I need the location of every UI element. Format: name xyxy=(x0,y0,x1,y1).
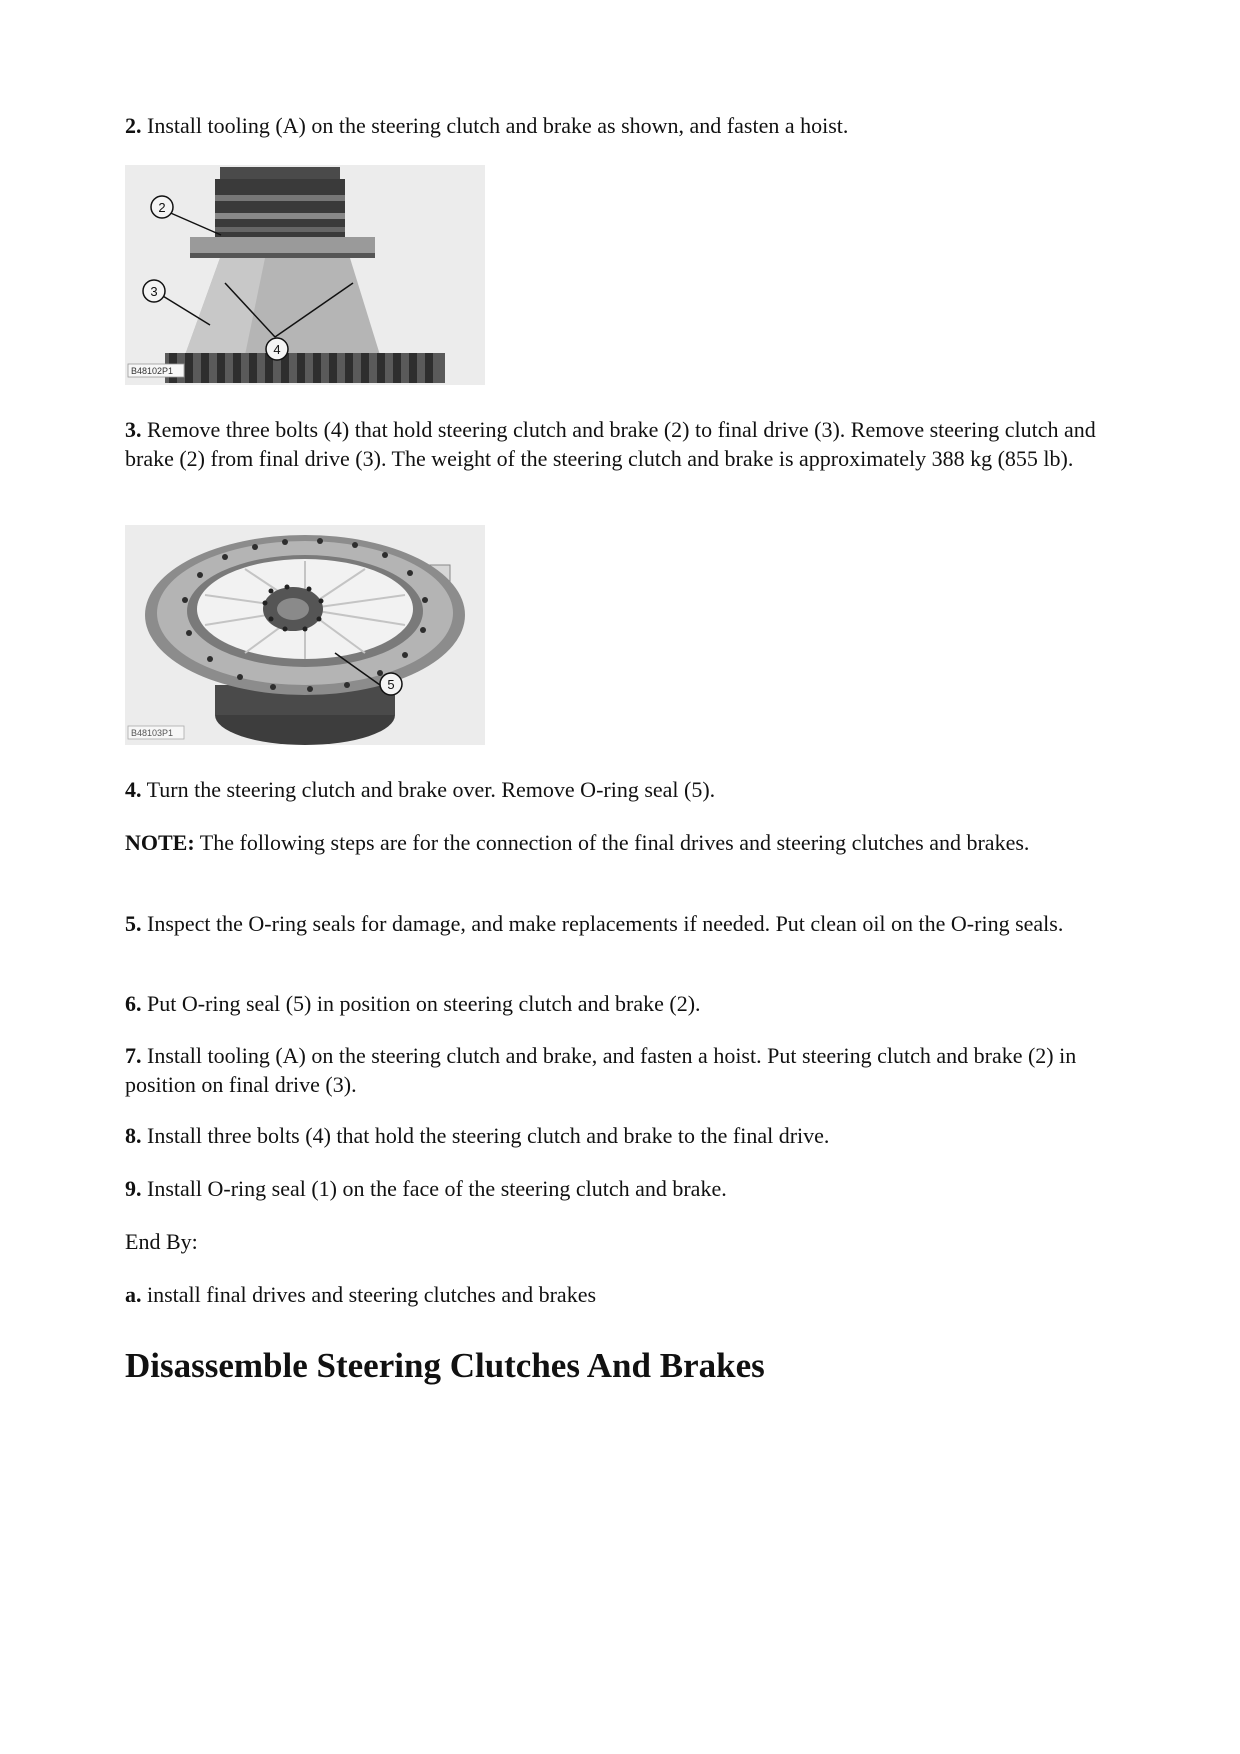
step-number: 5. xyxy=(125,911,142,936)
step-number: 4. xyxy=(125,777,142,802)
step-8 xyxy=(125,1121,1125,1150)
step-5 xyxy=(125,909,1125,938)
end-by-item-a xyxy=(125,1280,1125,1309)
step-text: Install three bolts (4) that hold the steering clutch and brake to the final drive. xyxy=(141,1123,830,1148)
step-text: Inspect the O-ring seals for damage, and make replacements if needed. Put clean oil on the O-ring seals. xyxy=(141,911,1064,936)
step-text: Install O-ring seal (1) on the face of the steering clutch and brake. xyxy=(141,1176,727,1201)
step-2 xyxy=(125,111,1125,140)
callout-3: 3 xyxy=(150,284,158,299)
figure-code: B48103P1 xyxy=(131,728,174,738)
callout-4: 4 xyxy=(273,342,281,357)
item-text: install final drives and steering clutches and brakes xyxy=(141,1282,597,1307)
step-number: 3. xyxy=(125,417,142,442)
step-number: 8. xyxy=(125,1123,142,1148)
step-7 xyxy=(125,1041,1125,1099)
figure-code: B48102P1 xyxy=(131,366,174,376)
step-3 xyxy=(125,415,1125,473)
note-text: The following steps are for the connection of the final drives and steering clutches and brakes. xyxy=(194,830,1030,855)
step-text: Remove three bolts (4) that hold steering clutch and brake (2) to final drive (3). Remove steering clutch and brake (2) from final drive (3). The weight of the steering clutch and brake is approximately 388 kg (855 lb). xyxy=(125,417,1096,471)
step-9 xyxy=(125,1174,1125,1203)
note xyxy=(125,828,1125,857)
callout-5: 5 xyxy=(387,677,395,692)
step-number: 6. xyxy=(125,991,142,1016)
step-number: 2. xyxy=(125,113,142,138)
end-by-label: End By: xyxy=(125,1229,198,1254)
step-text: Install tooling (A) on the steering clutch and brake as shown, and fasten a hoist. xyxy=(141,113,849,138)
step-6 xyxy=(125,989,1125,1018)
step-text: Put O-ring seal (5) in position on steering clutch and brake (2). xyxy=(141,991,701,1016)
figure-clutch-turned-over xyxy=(125,525,485,745)
item-letter: a. xyxy=(125,1282,142,1307)
step-number: 7. xyxy=(125,1043,142,1068)
step-text: Install tooling (A) on the steering clutch and brake, and fasten a hoist. Put steering clutch and brake (2) in position on final drive (3). xyxy=(125,1043,1077,1097)
step-4 xyxy=(125,775,1125,804)
step-number: 9. xyxy=(125,1176,142,1201)
note-label: NOTE: xyxy=(125,830,195,855)
callout-2: 2 xyxy=(158,200,166,215)
step-text: Turn the steering clutch and brake over. Remove O-ring seal (5). xyxy=(141,777,716,802)
section-heading: Disassemble Steering Clutches And Brakes xyxy=(125,1346,765,1385)
figure-clutch-on-final-drive xyxy=(125,165,485,385)
